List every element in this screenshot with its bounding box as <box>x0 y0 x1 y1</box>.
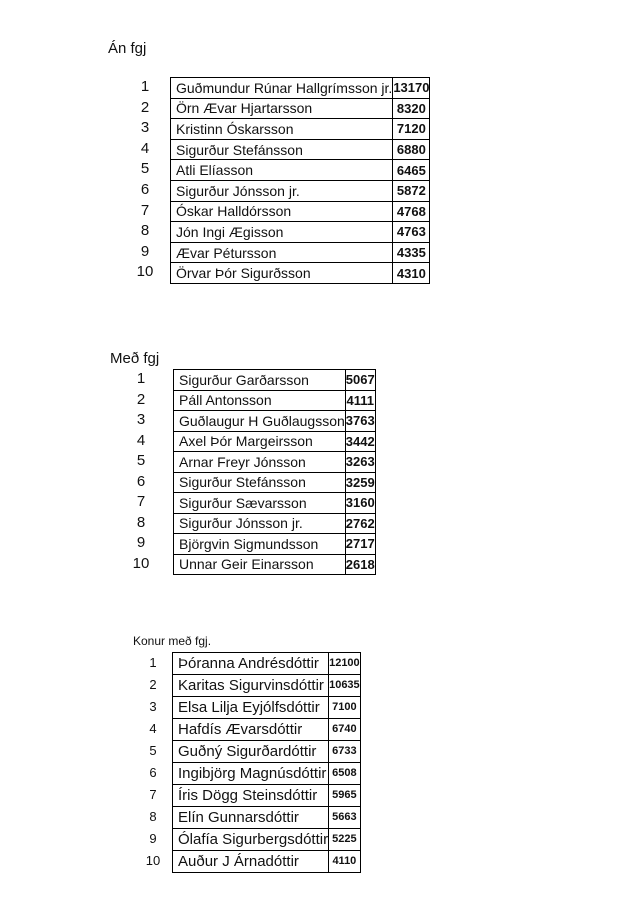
player-name: Ólafía Sigurbergsdóttir <box>173 829 329 851</box>
rank-number: 4 <box>136 431 146 449</box>
score-value: 13170 <box>393 78 430 99</box>
player-name: Jón Ingi Ægisson <box>171 222 393 243</box>
player-name: Sigurður Jónsson jr. <box>174 513 346 534</box>
table-row <box>173 653 361 675</box>
player-name: Guðmundur Rúnar Hallgrímsson jr. <box>171 78 393 99</box>
rank-number: 2 <box>136 390 146 408</box>
score-value: 12100 <box>329 653 361 675</box>
score-value: 6508 <box>329 763 361 785</box>
table-row <box>171 98 430 119</box>
player-name: Ævar Pétursson <box>171 242 393 263</box>
score-value: 3259 <box>345 472 375 493</box>
rank-number: 6 <box>149 765 157 780</box>
table-row <box>171 160 430 181</box>
player-name: Karitas Sigurvinsdóttir <box>173 675 329 697</box>
player-name: Örvar Þór Sigurðsson <box>171 263 393 284</box>
score-value: 10635 <box>329 675 361 697</box>
score-value: 6880 <box>393 139 430 160</box>
rank-number: 7 <box>149 787 157 802</box>
score-value: 4310 <box>393 263 430 284</box>
table-row <box>173 763 361 785</box>
rank-number: 10 <box>145 853 161 868</box>
score-value: 4768 <box>393 201 430 222</box>
table-row <box>171 242 430 263</box>
table-row <box>174 534 376 555</box>
table-row <box>174 452 376 473</box>
player-name: Guðlaugur H Guðlaugsson <box>174 411 346 432</box>
score-value: 4111 <box>345 390 375 411</box>
table-row <box>174 431 376 452</box>
player-name: Unnar Geir Einarsson <box>174 554 346 575</box>
rank-number: 1 <box>149 655 157 670</box>
score-value: 5225 <box>329 829 361 851</box>
table-row <box>174 513 376 534</box>
player-name: Óskar Halldórsson <box>171 201 393 222</box>
player-name: Sigurður Sævarsson <box>174 493 346 514</box>
rank-number: 1 <box>140 78 150 95</box>
player-name: Sigurður Jónsson jr. <box>171 180 393 201</box>
player-name: Elsa Lilja Eyjólfsdóttir <box>173 697 329 719</box>
score-value: 3763 <box>345 411 375 432</box>
score-value: 4335 <box>393 242 430 263</box>
score-value: 6733 <box>329 741 361 763</box>
table-row <box>173 697 361 719</box>
player-name: Kristinn Óskarsson <box>171 119 393 140</box>
score-value: 8320 <box>393 98 430 119</box>
score-value: 3263 <box>345 452 375 473</box>
section-title: Með fgj <box>110 350 160 367</box>
score-value: 6465 <box>393 160 430 181</box>
score-value: 5663 <box>329 807 361 829</box>
table-row <box>174 472 376 493</box>
leaderboard-table <box>172 652 361 873</box>
section-title: Konur með fgj. <box>133 634 212 648</box>
table-row <box>173 719 361 741</box>
player-name: Sigurður Stefánsson <box>174 472 346 493</box>
table-row <box>171 139 430 160</box>
player-name: Íris Dögg Steinsdóttir <box>173 785 329 807</box>
rank-number: 8 <box>136 513 146 531</box>
table-row <box>171 119 430 140</box>
rank-number: 10 <box>132 554 150 572</box>
player-name: Þóranna Andrésdóttir <box>173 653 329 675</box>
table-row <box>171 263 430 284</box>
table-row <box>173 829 361 851</box>
leaderboard-table <box>170 77 430 284</box>
table-row <box>171 201 430 222</box>
rank-number: 10 <box>136 263 154 281</box>
section-title: Án fgj <box>108 40 147 57</box>
rank-number: 3 <box>140 119 150 137</box>
score-value: 7120 <box>393 119 430 140</box>
player-name: Sigurður Stefánsson <box>171 139 393 160</box>
player-name: Atli Elíasson <box>171 160 393 181</box>
table-row <box>174 370 376 391</box>
player-name: Páll Antonsson <box>174 390 346 411</box>
rank-number: 6 <box>136 472 146 490</box>
rank-number: 7 <box>136 493 146 510</box>
rank-number: 2 <box>149 677 157 692</box>
table-row <box>171 222 430 243</box>
table-row <box>174 390 376 411</box>
table-row <box>174 554 376 575</box>
rank-number: 4 <box>140 139 150 157</box>
score-value: 3160 <box>345 493 375 514</box>
table-row <box>171 78 430 99</box>
score-value: 7100 <box>329 697 361 719</box>
rank-number: 5 <box>149 743 157 758</box>
rank-number: 6 <box>140 180 150 198</box>
score-value: 6740 <box>329 719 361 741</box>
rank-number: 5 <box>140 160 150 178</box>
table-row <box>171 180 430 201</box>
rank-number: 9 <box>136 534 146 551</box>
table-row <box>173 785 361 807</box>
rank-number: 9 <box>140 242 150 260</box>
leaderboard-table <box>173 369 376 575</box>
rank-number: 2 <box>140 98 150 116</box>
score-value: 4763 <box>393 222 430 243</box>
player-name: Guðný Sigurðardóttir <box>173 741 329 763</box>
table-row <box>174 493 376 514</box>
table-row <box>173 807 361 829</box>
rank-number: 3 <box>149 699 157 714</box>
player-name: Hafdís Ævarsdóttir <box>173 719 329 741</box>
player-name: Ingibjörg Magnúsdóttir <box>173 763 329 785</box>
rank-number: 8 <box>149 809 157 824</box>
score-value: 2762 <box>345 513 375 534</box>
rank-number: 9 <box>149 831 157 846</box>
player-name: Axel Þór Margeirsson <box>174 431 346 452</box>
score-value: 2717 <box>345 534 375 555</box>
player-name: Sigurður Garðarsson <box>174 370 346 391</box>
rank-number: 4 <box>149 721 157 736</box>
table-row <box>173 741 361 763</box>
rank-number: 1 <box>136 370 146 387</box>
score-value: 3442 <box>345 431 375 452</box>
player-name: Björgvin Sigmundsson <box>174 534 346 555</box>
score-value: 5965 <box>329 785 361 807</box>
table-row <box>174 411 376 432</box>
player-name: Örn Ævar Hjartarsson <box>171 98 393 119</box>
rank-number: 8 <box>140 222 150 240</box>
player-name: Arnar Freyr Jónsson <box>174 452 346 473</box>
player-name: Auður J Árnadóttir <box>173 851 329 873</box>
rank-number: 7 <box>140 201 150 219</box>
table-row <box>173 675 361 697</box>
player-name: Elín Gunnarsdóttir <box>173 807 329 829</box>
rank-number: 5 <box>136 452 146 469</box>
rank-number: 3 <box>136 411 146 428</box>
score-value: 4110 <box>329 851 361 873</box>
score-value: 5067 <box>345 370 375 391</box>
table-row <box>173 851 361 873</box>
score-value: 2618 <box>345 554 375 575</box>
score-value: 5872 <box>393 180 430 201</box>
